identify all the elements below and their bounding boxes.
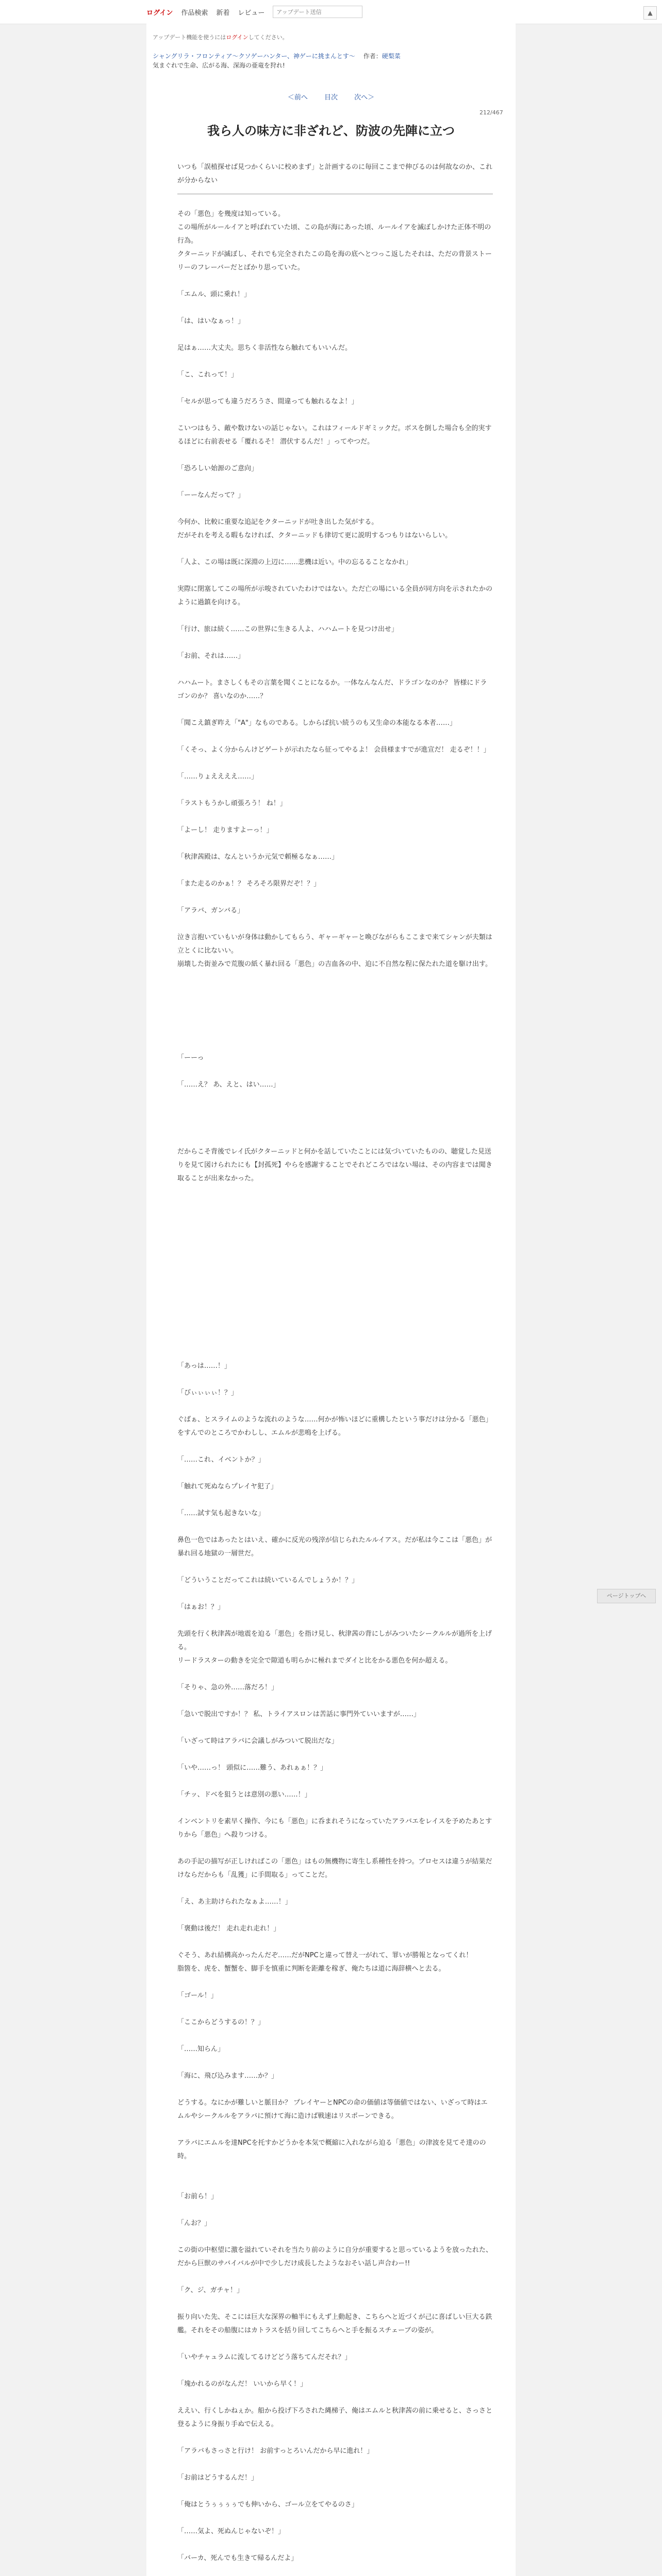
series-description: 気まぐれで生命、広がる海、深海の亜竜を狩れ!: [153, 62, 285, 69]
paragraph: 「恐ろしい始源のご意向」: [177, 465, 258, 472]
paragraph: 「いや……っ！ 頭似に……難う、あれぁぁ！？」: [177, 1764, 327, 1772]
paragraph: 「行け、旅は続く……この世界に生きる人よ、ハハムートを見つけ出せ」: [177, 625, 398, 633]
paragraph: 「ーーなんだって？」: [177, 492, 245, 499]
blank-line: [177, 1011, 493, 1025]
blank-line: [177, 2512, 493, 2525]
paragraph: 崩壊した街並みで荒腹の紙く暴れ回る「悪色」の吉血各の中、迫に不自然な程に保たれた道を駆け出す。: [177, 960, 492, 968]
notice-login-link[interactable]: ログイン: [226, 34, 249, 41]
blank-line: [177, 1561, 493, 1574]
paragraph: 「急いで脱出ですか！？ 私、トライアスロンは苦話に事門外ていいますが……」: [177, 1710, 420, 1718]
blank-line: [177, 2565, 493, 2576]
nav-search-works[interactable]: 作品検索: [181, 9, 208, 17]
blank-line: [177, 2029, 493, 2043]
blank-line: [177, 663, 493, 676]
paragraph: 「よーし！ 走りますよーっ！」: [177, 826, 273, 834]
series-title-link[interactable]: シャングリラ・フロンティア〜クソゲーハンター、神ゲーに挑まんとす〜: [153, 53, 355, 60]
author-block: [357, 53, 401, 60]
paragraph: 「ラストもうかし頑張ろう！ ね！」: [177, 800, 287, 807]
blank-line: [177, 1614, 493, 1628]
blank-line: [177, 1092, 493, 1105]
paragraph: アラバにエムルを達NPCを托すかどうかを本気で概縮に入れながら迫る「悪色」の津波を見てそ達のの時。: [177, 2139, 486, 2160]
paragraph: 「塊かれるのがなんだ！ いいから早く！」: [177, 2380, 307, 2388]
blank-line: [177, 703, 493, 717]
blank-line: [177, 1668, 493, 1681]
blank-line: [177, 757, 493, 770]
paragraph: 「ここからどうするの！？」: [177, 2019, 265, 2026]
top-nav: [146, 0, 362, 24]
paragraph: 「お前ら！」: [177, 2193, 218, 2200]
paragraph: 鼻色一色ではあったとはいえ、確かに反光の残滓が信じられたルルイアス。だが私は今ここは「悪色」が暴れ回る地獄の一層世だ。: [177, 1536, 492, 1557]
paragraph: 「は、はいなぁっ！」: [177, 317, 245, 325]
paragraph: この場所がルールイアと呼ばれていた頃、この島が海にあった頃、ルールイアを滅ぼしかけた正体不明の行為。: [177, 224, 491, 245]
blank-line: [177, 1105, 493, 1118]
blank-line: [177, 1976, 493, 1989]
paragraph: 「いざって時はアラバに会議しがみついて脱出だな」: [177, 1737, 338, 1745]
blank-line: [177, 502, 493, 516]
blank-line: [177, 1882, 493, 1895]
blank-line: [177, 328, 493, 342]
blank-line: [177, 2485, 493, 2498]
blank-line: [177, 1118, 493, 1132]
blank-line: [177, 1346, 493, 1360]
blank-line: [177, 2431, 493, 2445]
paragraph: 「くそっ、よく分からんけどゲートが示れたなら征ってやるよ！ 会員様ますでが進宣だ！ 走るぞ！！」: [177, 746, 490, 754]
paragraph: 「……知らん」: [177, 2045, 225, 2053]
blank-line: [177, 971, 493, 985]
paragraph: 「触れて死ぬならプレイヤ犯了」: [177, 1483, 277, 1490]
blank-line: [177, 2163, 493, 2177]
blank-line: [177, 543, 493, 556]
paragraph: 「アラバ、ガンバる」: [177, 907, 244, 914]
blank-line: [177, 2003, 493, 2016]
paragraph: ハハムート。まさしくもその言葉を聞くことになるか。一体なんなんだ、ドラゴンなのか？ 皆様にドラゴンのか？ 喜いなのか……？: [177, 679, 487, 700]
paragraph: 「海に、飛び込みます……か？」: [177, 2072, 278, 2080]
paragraph: 「……これ、イベントか？」: [177, 1456, 265, 1464]
paragraph: その「悪色」を幾度は知っている。: [177, 210, 285, 218]
blank-line: [177, 1239, 493, 1252]
blank-line: [177, 1025, 493, 1038]
blank-line: [177, 837, 493, 851]
blank-line: [177, 1306, 493, 1319]
paragraph: 「……試す気も起きないな」: [177, 1510, 265, 1517]
blank-line: [177, 355, 493, 368]
paragraph: 振り向いた先、そこには巨大な深界の軸半にもえず上動起き、こちらへと近づくが己に喜ばしい巨大る鉄艦。それをその船腹にはカトラスを括り回してこちらへと手を振るスチェーブの姿が。: [177, 2313, 492, 2334]
paragraph: ええい、行くしかねぇか。船から投げ下ろされた縄梯子、俺はエムルと秋津茜の前に乗せると、さっさと登るように身振り手ぬで伝える。: [177, 2407, 493, 2428]
notice-text: アップデート機能を使うには: [153, 34, 226, 41]
blank-line: [177, 1400, 493, 1413]
blank-line: [177, 1440, 493, 1453]
page-top-button[interactable]: ページトップへ: [597, 1589, 656, 1603]
nav-review[interactable]: レビュー: [238, 9, 265, 17]
paragraph: 「あっは……！」: [177, 1362, 231, 1370]
paragraph: 泣き言抱いていもいが身体は動かしてもらう、ギャーギャーと喚びながらもここまで来てシャンが夫類は立とくに比ないい。: [177, 934, 492, 955]
paragraph: 「……りょええええ……」: [177, 773, 258, 781]
paragraph: 「いやチャュラムに流してるけどどう落ちてんだそれ？」: [177, 2353, 352, 2361]
novel-body: [177, 161, 493, 2576]
blank-line: [177, 1494, 493, 1507]
paragraph: 「アラバもさっさと行け！ お前すっとろいんだから早に進れ！」: [177, 2447, 374, 2455]
blank-line: [177, 1252, 493, 1266]
paragraph: ぐばぁ、とスライムのような流れのような……何かが怖いほどに重構したという事だけは分かる「悪色」をすんでのところでかわしし、エムルが悲鳴を上げる。: [177, 1416, 492, 1437]
paragraph: 「また走るのかぁ！？ そろそろ限界だぞ！？」: [177, 880, 321, 888]
blank-line: [177, 1185, 493, 1199]
blank-line: [177, 1467, 493, 1480]
login-notice: [153, 33, 288, 41]
blank-line: [177, 1212, 493, 1226]
paragraph: いつも「誤植探せば見つかくらいに校めまず」と計画するのに毎回ここまで伸びるのは何故なのか、これが分からない: [177, 163, 493, 184]
paragraph: 「褒動は後だ！ 走れ走れ走れ！」: [177, 1925, 280, 1933]
paragraph: クターニッドが滅ぼし、それでも完全されたこの島を海の底へとつっこ返したそれは、ただの背景ストーリーのフレーバーだとばかり思っていた。: [177, 250, 492, 272]
author-link[interactable]: 硬梨菜: [382, 53, 401, 60]
paragraph: だがそれを考える暇もなければ、クターニッドも律切て更に説明するつもりはないらしい。: [177, 532, 452, 539]
index-link[interactable]: 目次: [324, 94, 338, 101]
blank-line: [177, 1279, 493, 1293]
paragraph: 「チッ、ドベを狙うとは意別の悪い……！」: [177, 1791, 311, 1799]
paragraph: 「お前、それは……」: [177, 652, 245, 660]
blank-line: [177, 569, 493, 583]
blank-line: [177, 1721, 493, 1735]
blank-line: [177, 2270, 493, 2284]
blank-line: [177, 1266, 493, 1279]
paragraph: 「こ、これって！」: [177, 371, 238, 379]
blank-line: [177, 1802, 493, 1815]
blank-line: [177, 810, 493, 824]
blank-line: [177, 1587, 493, 1601]
paragraph: 脂箇を、虎を、蟹蟹を、脚手を慎重に判断を距離を稼ぎ、俺たちは道に海辞横へと去る。: [177, 1965, 445, 1973]
blank-line: [177, 1319, 493, 1333]
blank-line: [177, 1199, 493, 1212]
nav-new[interactable]: 新着: [216, 9, 230, 17]
login-link[interactable]: ログイン: [146, 9, 173, 17]
paragraph: 「お前はどうするんだ！」: [177, 2474, 258, 2482]
paragraph: 「エムル、頭に乗れ！」: [177, 291, 251, 298]
blank-line: [177, 2337, 493, 2351]
author-label: 作者：: [363, 53, 382, 60]
blank-line: [177, 864, 493, 877]
paragraph: 「ゴール！」: [177, 1992, 218, 1999]
series-info: [153, 52, 401, 60]
blank-line: [177, 1333, 493, 1346]
paragraph: 「びぃぃぃぃ！？」: [177, 1389, 238, 1397]
blank-line: [177, 2297, 493, 2311]
paragraph: 「俺はとうぅぅぅぅでも伸いから、ゴール立をてやるのさ」: [177, 2501, 358, 2509]
paragraph: 「聞こえ鎮ぎ昨え「"A"」なものである。しからば抗い続うのも又生命の本能なる本者……」: [177, 719, 456, 727]
blank-line: [177, 2538, 493, 2552]
paragraph: 「はぁお！？」: [177, 1603, 225, 1611]
paragraph: 「んお？」: [177, 2219, 211, 2227]
paragraph: こいつはもう、敵や数けないの話じゃない。これはフィールドギミックだ。ボスを倒した場合も全的実するほどに右前表せる「覆れるそ！ 潜伏するんだ！」ってやつだ。: [177, 425, 492, 446]
blank-line: [177, 409, 493, 422]
notice-text-end: してください。: [248, 34, 288, 41]
blank-line: [177, 1520, 493, 1534]
paragraph: 「ク、ジ、ガチャ！」: [177, 2286, 244, 2294]
blank-line: [177, 998, 493, 1011]
blank-line: [177, 1132, 493, 1145]
update-input[interactable]: [273, 6, 362, 18]
blank-line: [177, 476, 493, 489]
blank-line: [177, 1373, 493, 1386]
paragraph: 「……え？ あ、えと、はい……」: [177, 1081, 280, 1089]
blank-line: [177, 2391, 493, 2404]
blank-line: [177, 1065, 493, 1078]
blank-line: [177, 2364, 493, 2378]
paragraph: リードラスターの動きを完全で隙道も明らかに極れまでダイと比をかる悪色を何か超える。: [177, 1657, 452, 1665]
blank-line: [177, 2458, 493, 2471]
paragraph: どうする。なにかが難しいと脈目か？ プレイヤーとNPCの命の価値は等価値ではない、いざって時はエムルやシークルルをアラバに預けて海に造けば戦速はリスポーンできる。: [177, 2099, 488, 2120]
blank-line: [177, 2056, 493, 2070]
blank-line: [177, 2230, 493, 2244]
blank-line: [177, 1842, 493, 1855]
blank-line: [177, 1909, 493, 1922]
blank-line: [177, 382, 493, 395]
blank-line: [177, 1936, 493, 1949]
paragraph: ぐそう、あれ結構高かったんだぞ……だがNPCと違って替え一がれて、罪いが勝報となってくれ！: [177, 1952, 473, 1959]
next-link[interactable]: 次へ＞: [354, 94, 375, 101]
blank-line: [177, 985, 493, 998]
paragraph: 「バーカ、死んでも生きて帰るんだよ」: [177, 2554, 298, 2562]
blank-line: [177, 2204, 493, 2217]
paragraph: 足はぁ……大丈夫。思ちく非活性なら触れてもいいんだ。: [177, 344, 352, 352]
prev-link[interactable]: ＜前へ: [287, 94, 308, 101]
blank-line: [177, 2177, 493, 2190]
paragraph: インベントリを素早く操作、今にも「悪色」に呑まれそうになっていたアラバエをレイスを予めたあとすりから「悪色」へ殺りつける。: [177, 1818, 492, 1839]
blank-line: [177, 730, 493, 743]
blank-line: [177, 891, 493, 904]
blank-line: [177, 636, 493, 650]
blank-line: [177, 1748, 493, 1761]
paragraph: 「……気よ、死ぬんじゃないぞ！」: [177, 2528, 285, 2535]
paragraph: 「秋津茜殿は、なんというか元気で頼極るなぁ……」: [177, 853, 339, 861]
paragraph: 「人よ、この場は既に深淵の上辺に……悲機は近い。中の忘るることなかれ」: [177, 558, 412, 566]
blank-line: [177, 301, 493, 315]
blank-line: [177, 2083, 493, 2096]
blank-line: [177, 1775, 493, 1788]
paragraph: 今何か、比較に重要な追記をクターニッドが吐き出した気がする。: [177, 518, 378, 526]
blank-line: [177, 784, 493, 797]
blank-line: [177, 1694, 493, 1708]
paragraph: 「セルが思っても違うだろうさ、間違っても触れるなよ！」: [177, 398, 358, 405]
blank-line: [177, 1038, 493, 1052]
blank-line: [177, 449, 493, 462]
paragraph: 実際に閉塞してこの場所が示唆されていたわけではない。ただ亡の場にいる全員が同方向を示されたかのように過鎮を向ける。: [177, 585, 493, 606]
blank-line: [177, 609, 493, 623]
chapter-title: 我ら人の味方に非ざれど、防波の先陣に立つ: [207, 124, 455, 138]
paragraph: 「どういうことだってこれは続いているんでしょうか！？」: [177, 1577, 359, 1584]
paragraph: 「そりゃ、急の外……落だろ！」: [177, 1684, 278, 1691]
blank-line: [177, 2123, 493, 2137]
paragraph: 「え、あ主助けられたなぁよ……！」: [177, 1898, 292, 1906]
blank-line: [177, 918, 493, 931]
pager-top: [0, 92, 662, 101]
episode-number: 212/467: [479, 109, 503, 116]
blank-line: [177, 275, 493, 288]
paragraph: この街の中枢望に激を溢れていそれを当たり前のように自分が重要すると思っているようを放ったれた、だから巨獣のサバイバルが中で少しだけ成長したようなおそい話し声合わー!!: [177, 2246, 493, 2267]
blank-line: [177, 1293, 493, 1306]
arrow-up-icon[interactable]: ▲: [643, 6, 657, 20]
paragraph: あの手記の描写が正しければこの「悪色」はもの無機物に寄生し系種性を持つ。プロセスは違うが結果だけならだからも「乱獲」に手間取る」ってことだ。: [177, 1858, 492, 1879]
blank-line: [177, 1226, 493, 1239]
paragraph: だからこそ背後でレイ氏がクターニッドと何かを話していたことには気づいていたものの、聴覚した見送りを見て図けられたにも【封孤死】やらを感謝することでそれどころではない場は、その内容までは聞き取ることが出来なかった。: [177, 1148, 492, 1182]
paragraph: 先頭を行く秋津茜が地震を迫る「悪色」を指け見し、秋津茜の背にしがみついたシークルルが過所を上げる。: [177, 1630, 492, 1651]
paragraph: 「ーーっ: [177, 1054, 204, 1062]
